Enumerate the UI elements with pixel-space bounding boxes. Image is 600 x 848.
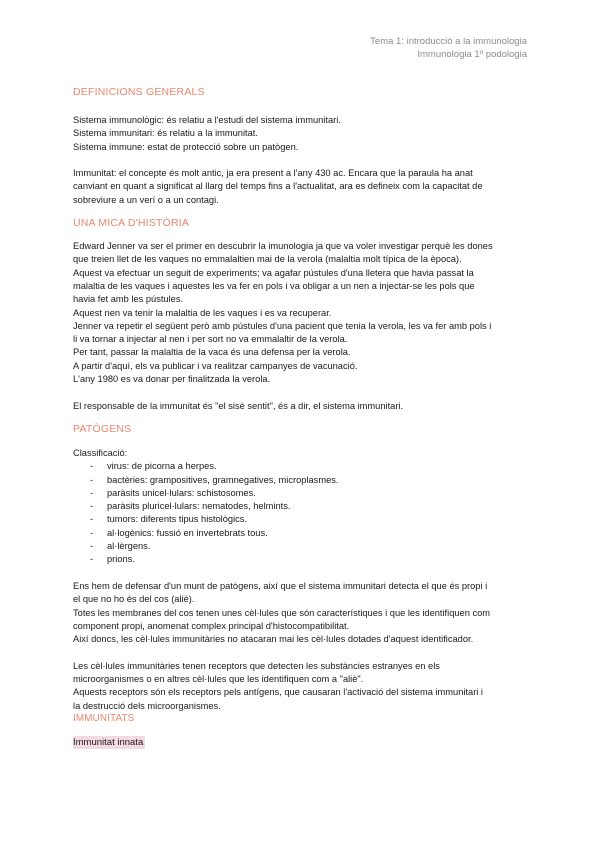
list-item: - paràsits unicel·lulars: schistosomes. [73,487,529,500]
paragraph-line: el que no ho és del cos (aliè). [73,594,195,605]
list-item: - tumors: diferents tipus histològics. [73,513,529,526]
definition-line: Sistema immunològic: és relatiu a l'estudi del sistema immunitari. [73,115,341,125]
paragraph-line: que treien llet de les vaques no emmalaltien mai de la verola (malaltia molt típica de la època). [73,254,462,265]
bullet-dash: - [90,541,94,552]
document-body [73,86,529,750]
definition-line: Sistema immunitari: és relatiu a la immunitat. [73,128,258,139]
paragraph-line: microorganismes o en altres cèl·lules que les identifiquen com a "aliè". [73,673,364,684]
list-item: - bactèries: grampositives, gramnegatives, microplasmes. [73,474,529,487]
paragraph-line: canviant en quant a significat al llarg del temps fins a l'actualitat, ara es defineix com la capacitat de [73,181,483,192]
paragraph-line: Aquest nen va tenir la malaltia de les vaques i es va recuperar. [73,307,332,318]
paragraph-line: sobreviure a un verí o a un contagi. [73,194,219,205]
definition-line: Sistema immune: estat de protecció sobre un patògen. [73,141,299,152]
pathogen-list [73,460,529,566]
section-heading-immunitats: IMMUNITATS [73,712,135,724]
header-topic: Tema 1: introducció a la immunologia [370,36,527,47]
bullet-dash: - [90,554,94,565]
paragraph-line: Aquests receptors són els receptors pels antígens, que causaran l'activació del sistema immunitari i [73,687,484,698]
paragraph-line: Edward Jenner va ser el primer en descubrir la imunologia ja que va voler investigar perquè les dones [73,241,493,252]
paragraph-line: la destrucció dels microorganismes. [73,700,221,711]
paragraph-line: L'any 1980 es va donar per finalitzada la verola. [73,374,271,385]
paragraph-line: Així doncs, les cèl·lules immunitàries no atacaran mai les cèl·lules dotades d'aquest identificador. [73,634,474,645]
list-item: - paràsits pluricel·lulars: nematodes, helmints. [73,500,529,513]
paragraph-line: havia fet amb les pústules. [73,294,184,305]
paragraph-line: Per tant, passar la malaltia de la vaca és una defensa per la verola. [73,347,351,358]
paragraph-line: component propi, anomenat complex principal d'histocompatibilitat. [73,620,350,631]
paragraph-line: Jenner va repetir el següent però amb pústules d'una pacient que tenia la verola, les va fer amb pols i [73,320,492,331]
list-item: - prions. [73,553,529,566]
subheading-immunitat-innata: Immunitat innata [73,736,144,748]
paragraph-line: A partir d'aquí, els va publicar i va realitzar campanyes de vacunació. [73,360,358,371]
paragraph-line: Totes les membranes del cos tenen unes cèl·lules que són característiques i que les identifiquen com [73,607,491,618]
paragraph-line: El responsable de la immunitat és "el sisè sentit", és a dir, el sistema immunitari. [73,400,404,411]
section-heading-patogens: PATÒGENS [73,422,132,435]
paragraph-line: Aquest va efectuar un seguit de experiments; va agafar pústules d'una lletera que havia passat la [73,267,474,278]
section-heading-historia: UNA MICA D'HISTÒRIA [73,217,190,230]
list-item: - al·lèrgens. [73,540,529,553]
bullet-dash: - [90,514,94,525]
header-course: Immunologia 1º podologia [417,49,527,60]
paragraph-line: Ens hem de defensar d'un munt de patògens, així que el sistema immunitari detecta el que és propi i [73,580,488,591]
bullet-dash: - [90,527,94,538]
bullet-dash: - [90,461,94,472]
bullet-dash: - [90,501,94,512]
paragraph-line: malaltia de les vaques i aquestes les va fer en pols i va obligar a un nen a injectar-se les pols que [73,280,475,291]
classification-label: Classificació: [73,447,128,458]
paragraph-line: Immunitat: el concepte és molt antic, ja era present a l'any 430 ac. Encara que la paraula ha anat [73,168,473,179]
bullet-dash: - [90,487,94,498]
section-heading-definicions: DEFINICIONS GENERALS [73,86,205,98]
paragraph-line: Les cèl·lules immunitàries tenen receptors que detecten les substàncies estranyes en els [73,660,440,671]
paragraph-line: li va tornar a injectar al nen i per sort no va emmalaltir de la verola. [73,334,348,345]
list-item: - al·logènics: fussió en invertebrats tous. [73,527,529,540]
bullet-dash: - [90,474,94,485]
page-header [370,35,527,61]
list-item: - virus: de picorna a herpes. [73,460,529,473]
